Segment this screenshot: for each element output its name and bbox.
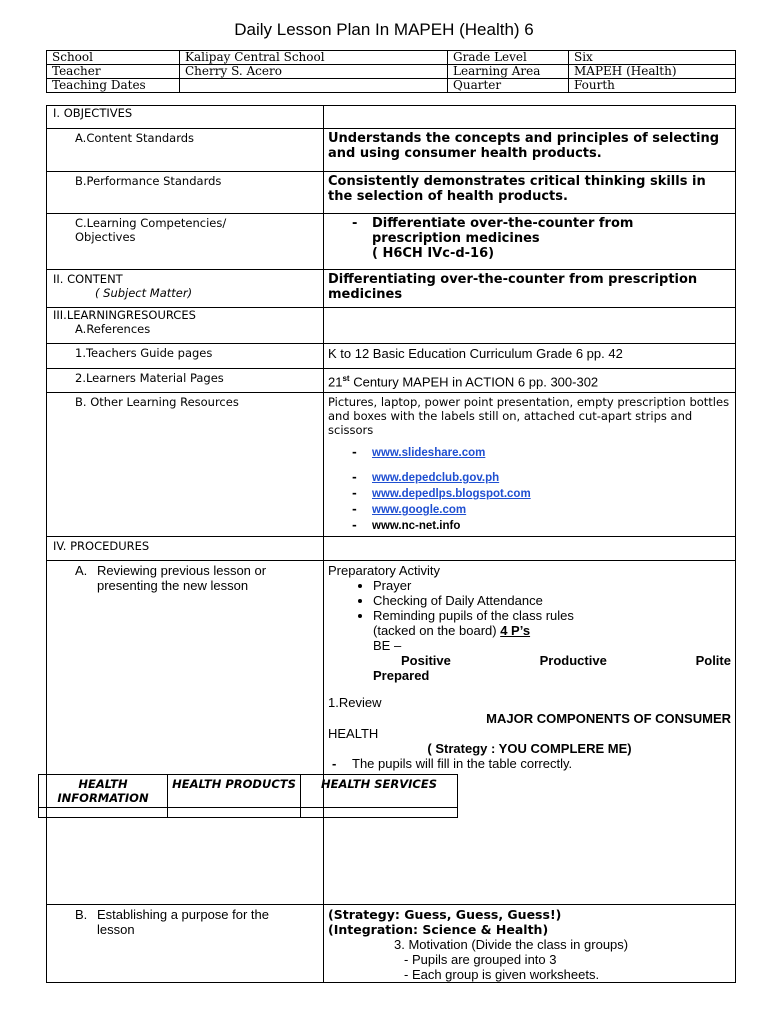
quarter-label: Quarter — [448, 79, 569, 93]
other-resources-value: Pictures, laptop, power point presentation, empty prescription bottles and boxes with the labels still on, attached cut-apart strips and scissors - www.slideshare.com - www.depedclub.gov.ph - www.depedlps.blogspot.com - www.google.com - www.nc-net.info — [324, 393, 736, 537]
content-standards-label: A.Content Standards — [47, 129, 324, 172]
health-components-table — [38, 774, 458, 818]
info-table — [46, 50, 736, 93]
cell-health-information[interactable] — [39, 808, 168, 818]
cell-health-products[interactable] — [168, 808, 301, 818]
learners-material-value: 21st Century MAPEH in ACTION 6 pp. 300-302 — [324, 369, 736, 393]
procedure-a-content: Preparatory Activity • Prayer • Checking of Daily Attendance • Reminding pupils of the class rules (tacked on the board) 4 P’s BE – Positive Productive Polite Prepared 1.Review MAJOR COMPONENTS OF CONSUMER HEALTH ( Strategy : YOU COMPLERE ME) - The pupils will fill in the table correctly. — [324, 561, 736, 905]
teachers-guide-label: 1.Teachers Guide pages — [47, 344, 324, 369]
link-depedlps[interactable]: www.depedlps.blogspot.com — [372, 488, 531, 500]
procedure-b-content: (Strategy: Guess, Guess, Guess!) (Integration: Science & Health) 3. Motivation (Divide the class in groups) - Pupils are grouped into 3 - Each group is given worksheets. — [324, 905, 736, 983]
content-label: II. CONTENT ( Subject Matter) — [47, 270, 324, 308]
document-title: Daily Lesson Plan In MAPEH (Health) 6 — [234, 20, 534, 39]
objectives-heading: I. OBJECTIVES — [47, 106, 324, 129]
performance-standards-value: Consistently demonstrates critical thinking skills in the selection of health products. — [324, 172, 736, 214]
area-value: MAPEH (Health) — [569, 65, 736, 79]
competencies-value — [324, 214, 736, 270]
teacher-label: Teacher — [47, 65, 180, 79]
competencies-label: C.Learning Competencies/ Objectives — [47, 214, 324, 270]
school-label: School — [47, 51, 180, 65]
content-value: Differentiating over-the-counter from prescription medicines — [324, 270, 736, 308]
grade-label: Grade Level — [448, 51, 569, 65]
resources-label: III.LEARNINGRESOURCES A.References — [47, 308, 324, 344]
cell-health-services[interactable] — [301, 808, 458, 818]
lesson-plan-table — [46, 105, 736, 983]
competency-item: - Differentiate over-the-counter from prescription medicines ( H6CH IVc-d-16) — [328, 216, 731, 261]
header-health-information: HEALTH INFORMATION — [39, 775, 168, 808]
school-value: Kalipay Central School — [180, 51, 448, 65]
teacher-value: Cherry S. Acero — [180, 65, 448, 79]
link-ncnet: www.nc-net.info — [372, 520, 461, 532]
grade-value: Six — [569, 51, 736, 65]
learners-material-label: 2.Learners Material Pages — [47, 369, 324, 393]
dates-label: Teaching Dates — [47, 79, 180, 93]
link-depedclub[interactable]: www.depedclub.gov.ph — [372, 472, 500, 484]
dates-value — [180, 79, 448, 93]
area-label: Learning Area — [448, 65, 569, 79]
header-health-products: HEALTH PRODUCTS — [168, 775, 301, 808]
quarter-value: Fourth — [569, 79, 736, 93]
content-standards-value: Understands the concepts and principles of selecting and using consumer health products. — [324, 129, 736, 172]
procedure-a-label: A. Reviewing previous lesson or presenting the new lesson — [47, 561, 324, 905]
header-health-services: HEALTH SERVICES — [301, 775, 458, 808]
link-slideshare[interactable]: www.slideshare.com — [372, 447, 486, 459]
teachers-guide-value: K to 12 Basic Education Curriculum Grade 6 pp. 42 — [324, 344, 736, 369]
other-resources-label: B. Other Learning Resources — [47, 393, 324, 537]
link-google[interactable]: www.google.com — [372, 504, 467, 516]
procedure-b-label: B. Establishing a purpose for the lesson — [47, 905, 324, 983]
procedures-heading: IV. PROCEDURES — [47, 537, 324, 561]
performance-standards-label: B.Performance Standards — [47, 172, 324, 214]
